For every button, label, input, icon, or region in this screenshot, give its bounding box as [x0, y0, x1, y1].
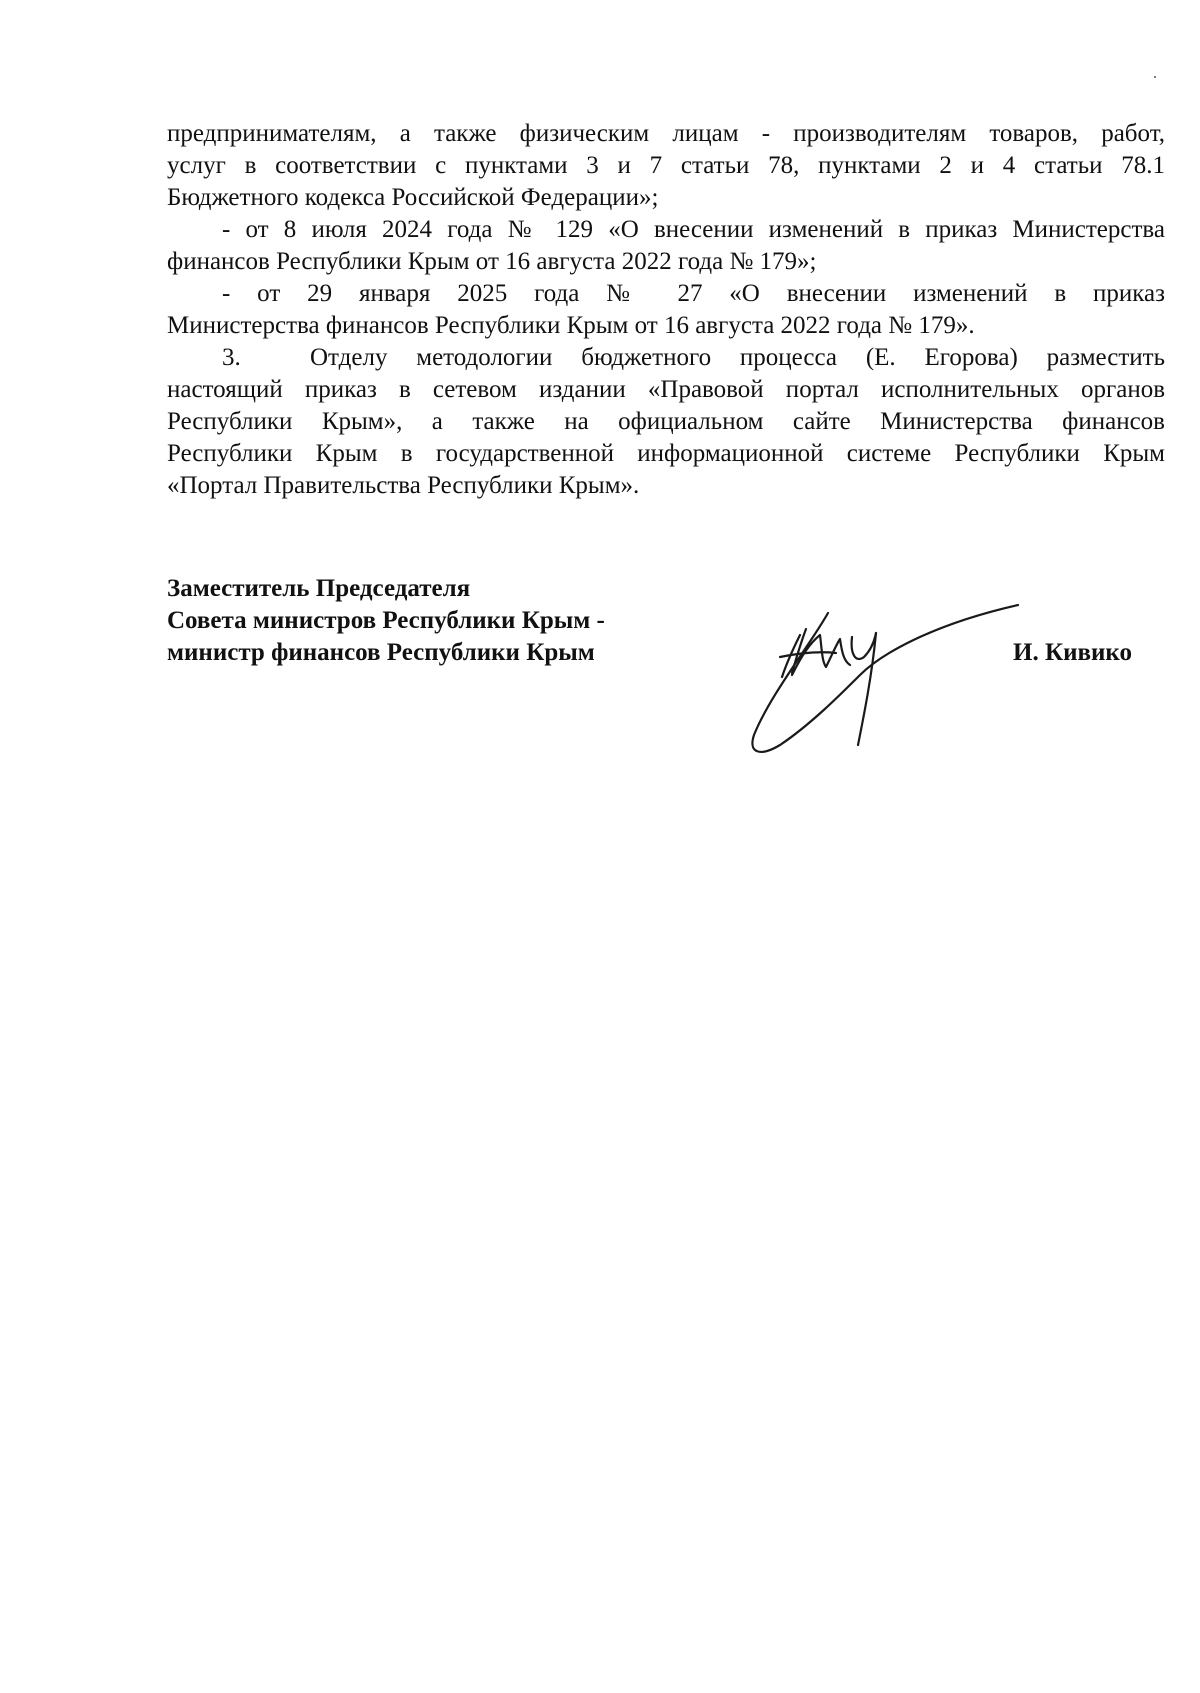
text-line: Республики Крым в государственной информационной системе Республики Крым — [167, 440, 1165, 467]
text-line: услуг в соответствии с пунктами 3 и 7 статьи 78, пунктами 2 и 4 статьи 78.1 — [167, 152, 1165, 179]
list-item-amendment-2025: - от 29 января 2025 года № 27 «О внесении изменений в приказ — [222, 280, 1165, 307]
signatory-title-line: министр финансов Республики Крым — [167, 639, 595, 666]
item-text: Отделу методологии бюджетного процесса (Е. Егорова) разместить — [310, 344, 1165, 371]
scan-speck — [1154, 76, 1156, 78]
text-line: Республики Крым», а также на официальном сайте Министерства финансов — [167, 408, 1165, 435]
numbered-item-3 — [167, 342, 1165, 374]
handwritten-signature — [740, 595, 1030, 765]
text-line: настоящий приказ в сетевом издании «Правовой портал исполнительных органов — [167, 376, 1165, 403]
document-body — [167, 118, 1165, 502]
item-number: 3. — [222, 344, 241, 371]
signatory-title-line: Совета министров Республики Крым - — [167, 607, 605, 634]
text-line: «Портал Правительства Республики Крым». — [167, 472, 640, 499]
signatory-title-line: Заместитель Председателя — [167, 575, 471, 602]
text-line: финансов Республики Крым от 16 августа 2022 года № 179»; — [167, 248, 817, 275]
text-line: Бюджетного кодекса Российской Федерации»; — [167, 184, 659, 211]
text-line: Министерства финансов Республики Крым от 16 августа 2022 года № 179». — [167, 312, 975, 339]
signer-name: И. Кивико — [1013, 639, 1132, 666]
list-item-amendment-2024: - от 8 июля 2024 года № 129 «О внесении изменений в приказ Министерства — [222, 216, 1165, 243]
text-line: предпринимателям, а также физическим лицам - производителям товаров, работ, — [167, 120, 1165, 147]
signatory-title — [167, 573, 605, 669]
